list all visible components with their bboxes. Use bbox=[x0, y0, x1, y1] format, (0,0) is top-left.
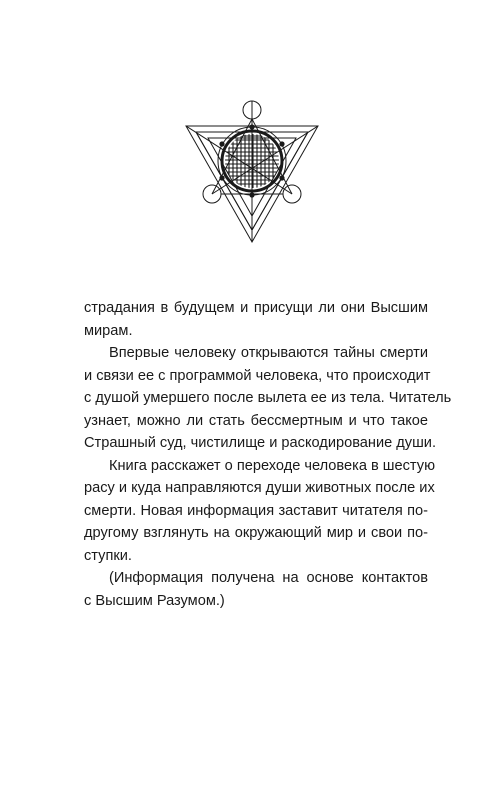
text-line: смерти. Новая информация заставит читателя по- bbox=[84, 502, 428, 519]
text-line: другому взглянуть на окружающий мир и свои по- bbox=[84, 525, 428, 541]
sacred-geometry-triangle-emblem-icon bbox=[182, 98, 322, 248]
text-line: расу и куда направляются души животных после их bbox=[84, 480, 435, 496]
text-line: Книга расскажет о переходе человека в шестую bbox=[109, 457, 436, 474]
text-line: страдания в будущем и присущи ли они Высшим bbox=[84, 300, 428, 316]
text-line: ступки. bbox=[84, 547, 132, 564]
text-line: Страшный суд, чистилище и раскодирование души. bbox=[84, 435, 437, 451]
text-line: и связи ее с программой человека, что происходит bbox=[84, 367, 431, 384]
body-text bbox=[84, 297, 452, 612]
text-line: мирам. bbox=[84, 322, 133, 339]
text-line: Впервые человеку открываются тайны смерти bbox=[109, 345, 428, 361]
text-line: с Высшим Разумом.) bbox=[84, 592, 225, 609]
text-line: с душой умершего после вылета ее из тела. Читатель bbox=[84, 390, 452, 406]
text-line: узнает, можно ли стать бессмертным и что такое bbox=[84, 412, 428, 429]
text-line: (Информация получена на основе контактов bbox=[109, 570, 428, 586]
